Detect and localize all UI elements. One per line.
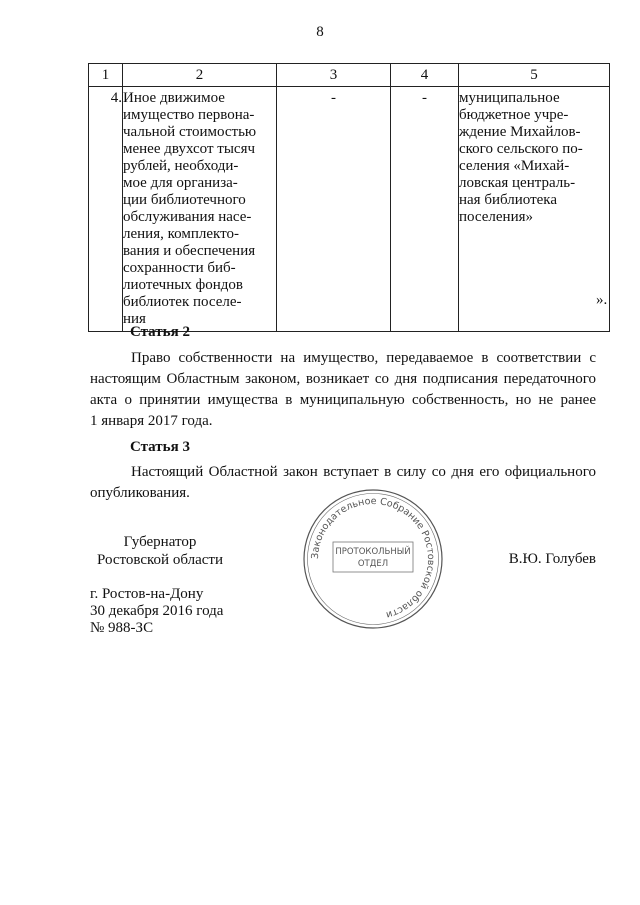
seal-ring-text: Законодательное Собрание Ростовской области xyxy=(309,495,437,621)
description-line: мое для организа- xyxy=(123,175,238,191)
table-header-row xyxy=(89,64,610,87)
paragraph-line: акта о принятии имущества в муниципальную собственность, но не ранее xyxy=(90,392,596,408)
signatory-position xyxy=(90,533,230,569)
column-header-4: 4 xyxy=(391,64,459,87)
seal-center-line-2: ОТДЕЛ xyxy=(357,559,389,569)
position-line: Ростовской области xyxy=(97,552,223,568)
recipient-line: ловская централь- xyxy=(459,175,576,191)
position-line: Губернатор xyxy=(123,534,197,550)
article-2-title: Статья 2 xyxy=(130,324,190,340)
table-row xyxy=(89,87,610,332)
property-table xyxy=(88,63,610,332)
description-line: сохранности биб- xyxy=(123,260,236,276)
recipient-line: ского сельского по- xyxy=(459,141,583,157)
description-line: вания и обеспечения xyxy=(123,243,256,259)
paragraph-line: Настоящий Областной закон вступает в силу со дня его официального xyxy=(131,464,596,480)
column-4-value: - xyxy=(391,87,459,332)
paragraph-line: настоящим Областным законом, возникает со дня подписания передаточного xyxy=(90,371,596,387)
description-line: чальной стоимостью xyxy=(123,124,257,140)
column-header-1: 1 xyxy=(89,64,123,87)
issue-details xyxy=(90,586,223,637)
column-header-3: 3 xyxy=(277,64,391,87)
column-3-value: - xyxy=(277,87,391,332)
description-line: ции библиотечного xyxy=(123,192,246,208)
description-line: менее двухсот тысяч xyxy=(123,141,256,157)
description-line: ния xyxy=(123,311,146,327)
seal-center-line-1: ПРОТОКОЛЬНЫЙ xyxy=(335,547,411,557)
law-number: № 988-ЗС xyxy=(90,620,154,636)
issue-date: 30 декабря 2016 года xyxy=(90,603,224,619)
issue-place: г. Ростов-на-Дону xyxy=(90,586,204,602)
description-line: обслуживания насе- xyxy=(123,209,252,225)
description-line: лиотечных фондов xyxy=(123,277,244,293)
column-header-2: 2 xyxy=(123,64,277,87)
closing-quote: ». xyxy=(596,292,608,308)
description-line: Иное движимое xyxy=(123,90,225,106)
recipient-line: селения «Михай- xyxy=(459,158,570,174)
description-line: ления, комплекто- xyxy=(123,226,239,242)
recipient-line: ждение Михайлов- xyxy=(459,124,581,140)
recipient-line: бюджетное учре- xyxy=(459,107,569,123)
paragraph-line: 1 января 2017 года. xyxy=(90,413,213,429)
row-number: 4. xyxy=(89,87,123,332)
recipient-line: ная библиотека xyxy=(459,192,557,208)
article-2-text xyxy=(90,348,596,432)
description-line: рублей, необходи- xyxy=(123,158,239,174)
property-description xyxy=(123,87,277,332)
signatory-name: В.Ю. Голубев xyxy=(508,551,596,567)
recipient-line: поселения» xyxy=(459,209,533,225)
official-seal-stamp xyxy=(300,486,446,632)
paragraph-line: Право собственности на имущество, передаваемое в соответствии с xyxy=(131,350,596,366)
paragraph-line: опубликования. xyxy=(90,485,190,501)
column-header-5: 5 xyxy=(459,64,610,87)
article-3-title: Статья 3 xyxy=(130,439,190,455)
description-line: библиотек поселе- xyxy=(123,294,242,310)
recipient-line: муниципальное xyxy=(459,90,560,106)
page-number: 8 xyxy=(316,24,324,40)
recipient-organization xyxy=(459,87,610,332)
description-line: имущество первона- xyxy=(123,107,255,123)
